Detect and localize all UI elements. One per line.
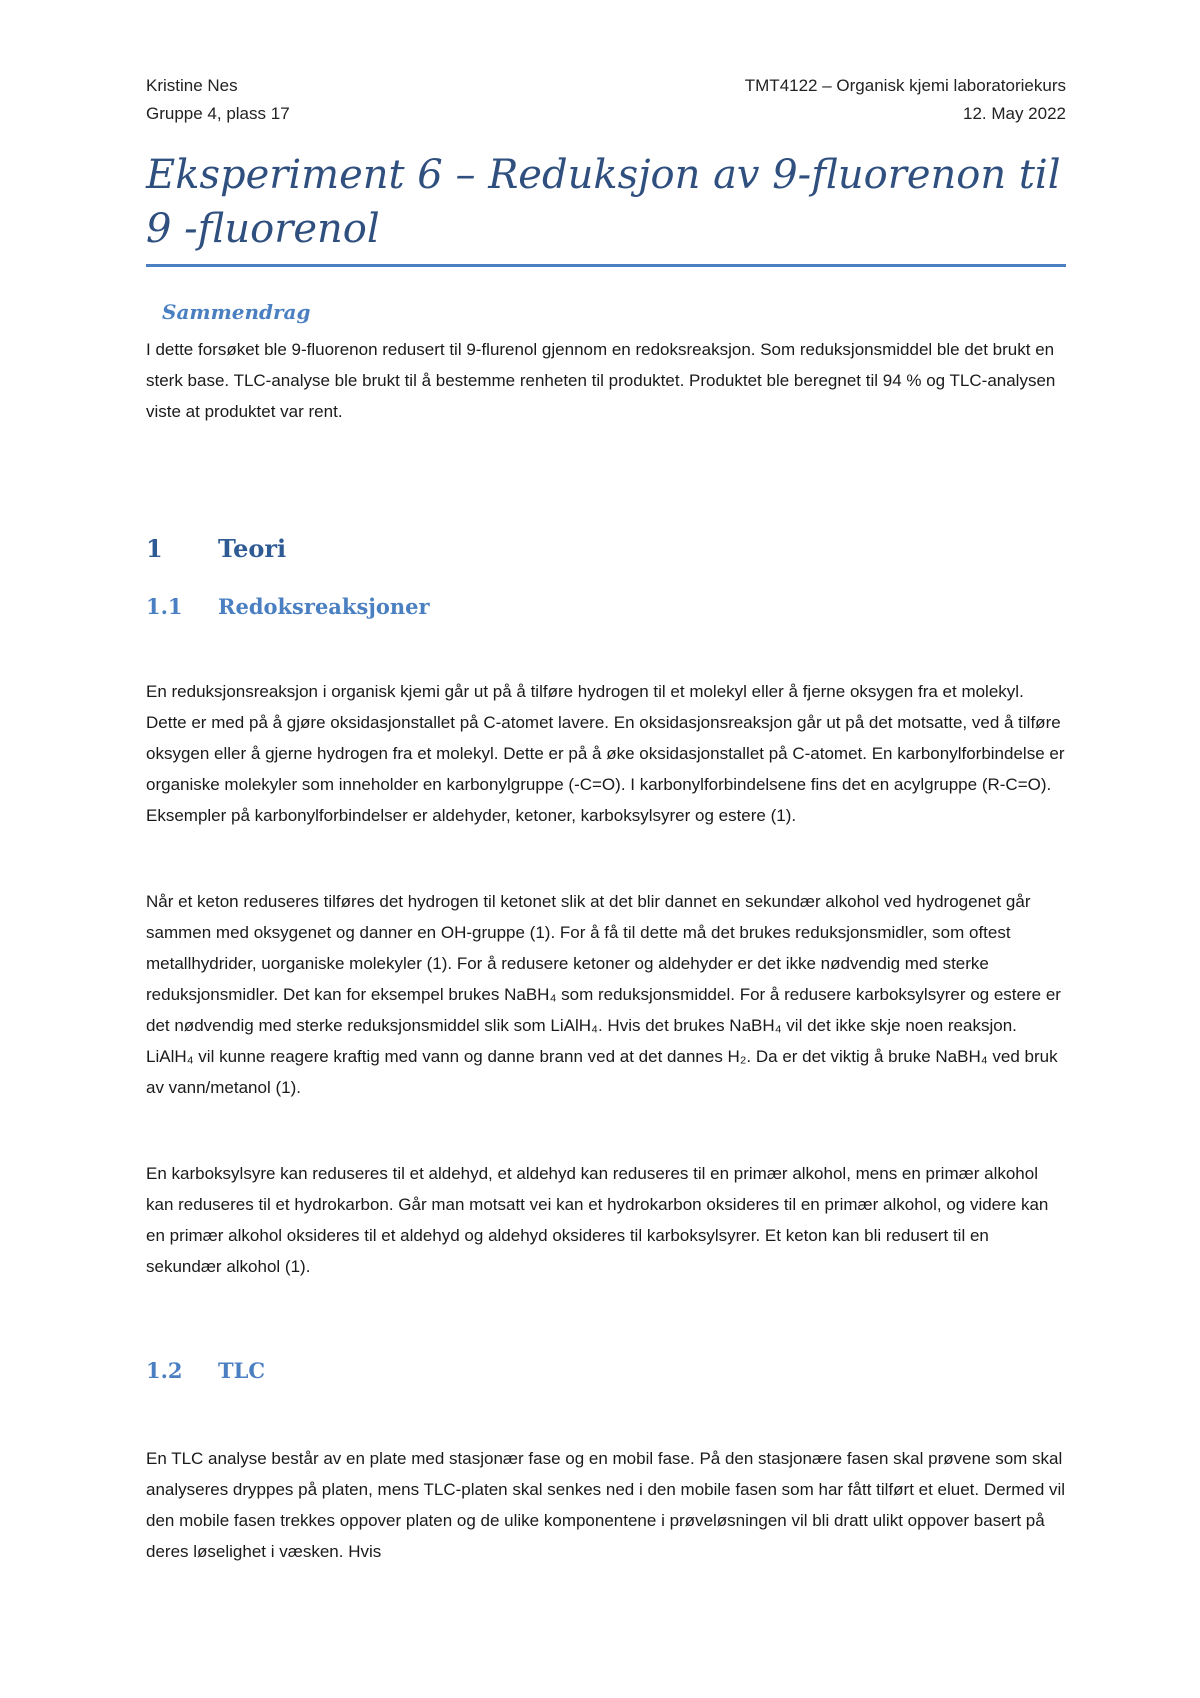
tlc-paragraph-1: En TLC analyse består av en plate med stasjonær fase og en mobil fase. På den stasjonære fasen skal prøvene som skal analyseres dryppes på platen, mens TLC-platen skal senkes ned i den mobile fasen som har fått tilført et eluet. Dermed vil den mobile fasen trekkes oppover platen og de ulike komponentene i prøveløsningen vil bli dratt ulikt oppover basert på deres løselighet i væsken. Hvis	[146, 1449, 1066, 1561]
page-title: Eksperiment 6 – Reduksjon av 9-fluorenon til 9 -fluorenol	[146, 152, 1061, 252]
section-1-heading	[146, 534, 286, 563]
summary-heading: Sammendrag	[162, 300, 311, 324]
section-1-1-heading	[146, 594, 430, 619]
redox-paragraph-1: En reduksjonsreaksjon i organisk kjemi går ut på å tilføre hydrogen til et molekyl eller å fjerne oksygen fra et molekyl. Dette er med på å gjøre oksidasjonstallet på C-atomet lavere. En oksidasjonsreaksjon går ut på det motsatte, ved å tilføre oksygen eller å gjerne hydrogen fra et molekyl. Dette er på å øke oksidasjonstallet på C-atomet. En karbonylforbindelse er organiske molekyler som inneholder en karbonylgruppe (-C=O). I karbonylforbindelsene fins det en acylgruppe (R-C=O). Eksempler på karbonylforbindelser er aldehyder, ketoner, karboksylsyrer og estere (1).	[146, 682, 1065, 825]
title-divider	[146, 264, 1066, 267]
section-1-2-heading	[146, 1358, 265, 1383]
course-name: TMT4122 – Organisk kjemi laboratoriekurs	[744, 76, 1066, 95]
header-right	[745, 72, 1066, 128]
author-name: Kristine Nes	[146, 76, 238, 95]
section-number: 1.1	[146, 594, 183, 619]
redox-paragraph-2: Når et keton reduseres tilføres det hydrogen til ketonet slik at det blir dannet en sekundær alkohol ved hydrogenet går sammen med oksygenet og danner en OH-gruppe (1). For å få til dette må det brukes reduksjonsmidler, som oftest metallhydrider, uorganiske molekyler (1). For å redusere ketoner og aldehyder er det ikke nødvendig med sterke reduksjonsmidler. Det kan for eksempel brukes NaBH₄ som reduksjonsmiddel. For å redusere karboksylsyrer og estere er det nødvendig med sterke reduksjonsmiddel slik som LiAlH₄. Hvis det brukes NaBH₄ vil det ikke skje noen reaksjon. LiAlH₄ vil kunne reagere kraftig med vann og danne brann ved at det dannes H₂. Da er det viktig å bruke NaBH₄ ved bruk av vann/metanol (1).	[146, 892, 1061, 1097]
summary-text: I dette forsøket ble 9-fluorenon redusert til 9-flurenol gjennom en redoksreaksjon. Som reduksjonsmiddel ble det brukt en sterk base. TLC-analyse ble brukt til å bestemme renheten til produktet. Produktet ble beregnet til 94 % og TLC-analysen viste at produktet var rent.	[146, 340, 1056, 421]
section-title: Redoksreaksjoner	[218, 594, 430, 619]
section-title: TLC	[218, 1358, 266, 1383]
section-number: 1	[146, 534, 163, 563]
group-info: Gruppe 4, plass 17	[146, 104, 290, 123]
header-left	[146, 72, 290, 128]
report-date: 12. May 2022	[962, 104, 1066, 123]
redox-paragraph-3: En karboksylsyre kan reduseres til et aldehyd, et aldehyd kan reduseres til en primær alkohol, mens en primær alkohol kan reduseres til et hydrokarbon. Går man motsatt vei kan et hydrokarbon oksideres til en primær alkohol, og videre kan en primær alkohol oksideres til et aldehyd og aldehyd oksideres til karboksylsyrer. Et keton kan bli redusert til en sekundær alkohol (1).	[146, 1164, 1049, 1276]
section-title: Teori	[218, 534, 287, 563]
section-number: 1.2	[146, 1358, 183, 1383]
